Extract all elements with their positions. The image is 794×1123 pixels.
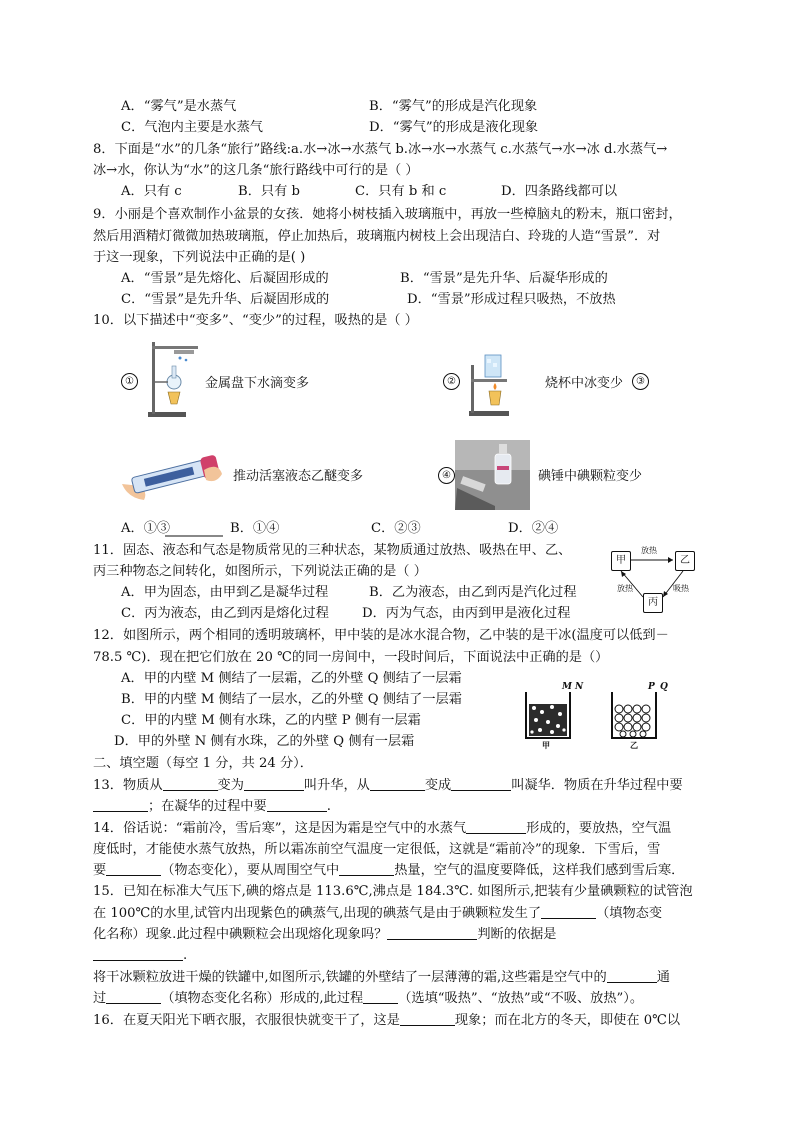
q15-text-8: 过 [93, 991, 107, 1006]
q10-answer-blank-underline [165, 535, 223, 537]
q15-blank-5[interactable] [106, 989, 161, 1004]
q13-blank-5[interactable] [93, 797, 148, 812]
q11-stem-line2: 丙三种物态之间转化，如图所示，下列说法正确的是（ ） [93, 564, 427, 579]
q11-state-diagram [605, 545, 705, 615]
q10-label-2: ② [443, 373, 460, 390]
q15-line3 [93, 925, 556, 945]
q10-label-4: ④ [438, 467, 455, 484]
label-N: N [575, 682, 584, 692]
q9-stem-line2: 然后用酒精灯微微加热玻璃瓶，停止加热后，玻璃瓶内树枝上会出现洁白、玲珑的人造“雪景”．对 [93, 229, 661, 244]
q10-option-a: A．①③ [121, 521, 171, 536]
q12-option-d: D．甲的外壁 N 侧有水珠，乙的外壁 Q 侧有一层霜 [114, 734, 415, 749]
q12-option-a: A．甲的内壁 M 侧结了一层霜，乙的外壁 Q 侧结了一层霜 [121, 671, 462, 686]
q8-option-d: D．四条路线都可以 [501, 184, 618, 199]
q16-text-1: 16．在夏天阳光下晒衣服，衣服很快就变干了，这是 [93, 1013, 400, 1028]
q9-option-d: D．“雪景”形成过程只吸热，不放热 [407, 292, 616, 307]
q14-line1 [93, 819, 671, 839]
q11-stem-line1: 11．固态、液态和气态是物质常见的三种状态，某物质通过放热、吸热在甲、乙、 [93, 543, 572, 558]
section-heading-fill-in: 二、填空题（每空 1 分，共 24 分）． [93, 756, 313, 771]
label-M: M [562, 682, 572, 692]
q15-text-1: 在 100℃的水里,试管内出现紫色的碘蒸气,出现的碘蒸气是由于碘颗粒发生了 [93, 906, 542, 921]
state-box-jia: 甲 [611, 551, 631, 571]
q13-text-4: 变成 [424, 778, 452, 793]
q8-option-a: A．只有 c [121, 184, 182, 199]
q13-text-2: 变为 [217, 778, 244, 793]
q13-blank-4[interactable] [451, 776, 511, 791]
q8-stem-line2: 冰→水，你认为“水”的这几条“旅行路线中可行的是（ ） [93, 163, 419, 178]
state-arrows [605, 545, 705, 615]
q13-text-1: 13．物质从 [93, 778, 163, 793]
q15-line2 [93, 904, 662, 924]
q15-text-3: 化名称）现象.此过程中碘颗粒会出现熔化现象吗？ [93, 927, 388, 942]
label-left-fangre: 放热 [617, 584, 633, 593]
q14-text-1: 14．俗话说：“霜前冷，雪后寒”，这是因为霜是空气中的水蒸气 [93, 821, 467, 836]
q8-option-c: C．只有 b 和 c [355, 184, 447, 199]
q12-option-b: B．甲的内壁 M 侧结了一层水，乙的外壁 Q 侧结了一层霜 [121, 692, 462, 707]
q10-caption-3: 推动活塞液态乙醚变多 [233, 469, 364, 484]
q13-text-3: 叫升华，从 [303, 778, 370, 793]
q15-blank-4[interactable] [607, 968, 657, 983]
q10-label-3: ③ [632, 373, 649, 390]
q11-option-a: A．甲为固态，由甲到乙是凝华过程 [121, 585, 329, 600]
q10-image-4-iodine-hammer [455, 440, 530, 510]
q12-glasses-figure [520, 682, 680, 752]
q12-stem-line1: 12．如图所示，两个相同的透明玻璃杯，甲中装的是冰水混合物，乙中装的是干冰(温度可以低到－ [93, 628, 669, 643]
q13-blank-1[interactable] [163, 776, 218, 791]
q15-text-4: 判断的依据是 [477, 927, 557, 942]
q13-line2 [93, 797, 331, 817]
q10-option-b: B．①④ [230, 521, 280, 536]
q13-line1 [93, 776, 683, 796]
q16-blank-1[interactable] [400, 1011, 455, 1026]
q11-option-b: B．乙为液态，由乙到丙是汽化过程 [369, 585, 577, 600]
q15-text-6: 将干冰颗粒放进干燥的铁罐中,如图所示,铁罐的外壁结了一层薄薄的霜,这些霜是空气中的 [93, 970, 607, 985]
q9-stem-line3: 于这一现象，下列说法中正确的是( ) [93, 250, 306, 265]
label-Q: Q [660, 682, 668, 692]
q7-option-c: C．气泡内主要是水蒸气 [121, 120, 263, 135]
q14-blank-1[interactable] [466, 819, 526, 834]
q7-option-d: D．“雾气”的形成是液化现象 [369, 120, 539, 135]
label-jia: 甲 [542, 740, 550, 750]
q13-blank-3[interactable] [370, 776, 425, 791]
q10-image-1-condensation-apparatus [140, 340, 200, 420]
label-right-xire: 吸热 [673, 584, 689, 593]
q9-stem-line1: 9．小丽是个喜欢制作小盆景的女孩．她将小树枝插入玻璃瓶中，再放一些樟脑丸的粉末，瓶口密封， [93, 207, 682, 222]
q14-line2: 度低时，才能使水蒸气放热，所以霜冻前空气温度一定很低，这就是“霜前冷”的现象．下雪后，雪 [93, 842, 661, 857]
q15-line6 [93, 989, 643, 1009]
q10-image-3-syringe [118, 448, 226, 506]
q9-option-b: B．“雪景”是先升华、后凝华形成的 [400, 271, 608, 286]
q14-text-4: （物态变化），要从周围空气中 [161, 863, 340, 878]
q14-text-3: 要 [93, 863, 107, 878]
q11-option-c: C．丙为液态，由乙到丙是熔化过程 [121, 606, 329, 621]
q10-caption-4: 碘锤中碘颗粒变少 [538, 469, 643, 484]
label-P: P [648, 682, 655, 692]
glass-jia-ice-water [522, 690, 574, 742]
q10-option-d: D．②④ [508, 521, 559, 536]
q15-line1: 15．已知在标准大气压下,碘的熔点是 113.6℃,沸点是 184.3℃. 如图所示,把装有少量碘颗粒的试管泡 [93, 884, 693, 899]
q15-line4 [93, 946, 187, 966]
q14-text-5: 热量，空气的温度要降低，这样我们感到雪后寒． [394, 863, 685, 878]
q8-option-b: B．只有 b [238, 184, 300, 199]
q13-text-5: 叫凝华．物质在升华过程中要 [511, 778, 683, 793]
q8-stem-line1: 8．下面是“水”的几条“旅行”路线:a.水→冰→水蒸气 b.冰→水→水蒸气 c.水蒸气→水→冰 d.水蒸气→ [93, 142, 668, 157]
q15-blank-2[interactable] [387, 925, 477, 940]
q7-option-a: A．“雾气”是水蒸气 [121, 99, 237, 114]
q15-blank-6[interactable] [363, 989, 398, 1004]
q13-text-7: . [326, 799, 331, 814]
q16-line1 [93, 1011, 680, 1031]
q12-option-c: C．甲的内壁 M 侧有水珠，乙的内壁 P 侧有一层霜 [121, 713, 421, 728]
q13-text-6: ；在凝华的过程中要 [148, 799, 267, 814]
q14-text-2: 形成的，要放热，空气温 [526, 821, 672, 836]
q14-blank-2[interactable] [106, 861, 161, 876]
q13-blank-6[interactable] [267, 797, 327, 812]
q9-option-a: A．“雪景”是先熔化、后凝固形成的 [121, 271, 329, 286]
q15-line5 [93, 968, 670, 988]
glass-yi-dry-ice [608, 690, 660, 742]
q15-text-2: （填物态变 [596, 906, 663, 921]
q14-blank-3[interactable] [339, 861, 394, 876]
q15-text-5: . [183, 948, 188, 963]
q11-option-d: D．丙为气态，由丙到甲是液化过程 [362, 606, 571, 621]
q15-blank-1[interactable] [541, 904, 596, 919]
q10-label-1: ① [121, 373, 138, 390]
q15-text-7: 通 [656, 970, 670, 985]
q12-stem-line2: 78.5 ℃)．现在把它们放在 20 ℃的同一房间中，一段时间后，下面说法中正确的是（） [93, 650, 609, 665]
q15-text-9: （填物态变化名称）形成的,此过程 [161, 991, 364, 1006]
q10-caption-1: 金属盘下水滴变多 [205, 376, 310, 391]
label-top-fangre: 放热 [641, 546, 657, 555]
q10-image-2-melting-ice-apparatus [465, 345, 525, 420]
q13-blank-2[interactable] [244, 776, 304, 791]
q10-caption-2: 烧杯中冰变少 [545, 376, 624, 391]
q10-option-c: C．②③ [371, 521, 421, 536]
label-yi: 乙 [630, 740, 638, 750]
q14-line3 [93, 861, 684, 881]
q15-text-10: （选填“吸热”、“放热”或“不吸、放热”）。 [398, 991, 644, 1006]
q10-stem: 10．以下描述中“变多”、“变少”的过程，吸热的是（ ） [93, 313, 418, 328]
q16-text-2: 现象；而在北方的冬天，即使在 0℃以 [454, 1013, 681, 1028]
q7-option-b: B．“雾气”的形成是汽化现象 [369, 99, 538, 114]
q9-option-c: C．“雪景”是先升华、后凝固形成的 [121, 292, 330, 307]
state-box-yi: 乙 [675, 551, 695, 571]
state-box-bing: 丙 [643, 593, 663, 613]
q15-blank-3[interactable] [93, 946, 183, 961]
